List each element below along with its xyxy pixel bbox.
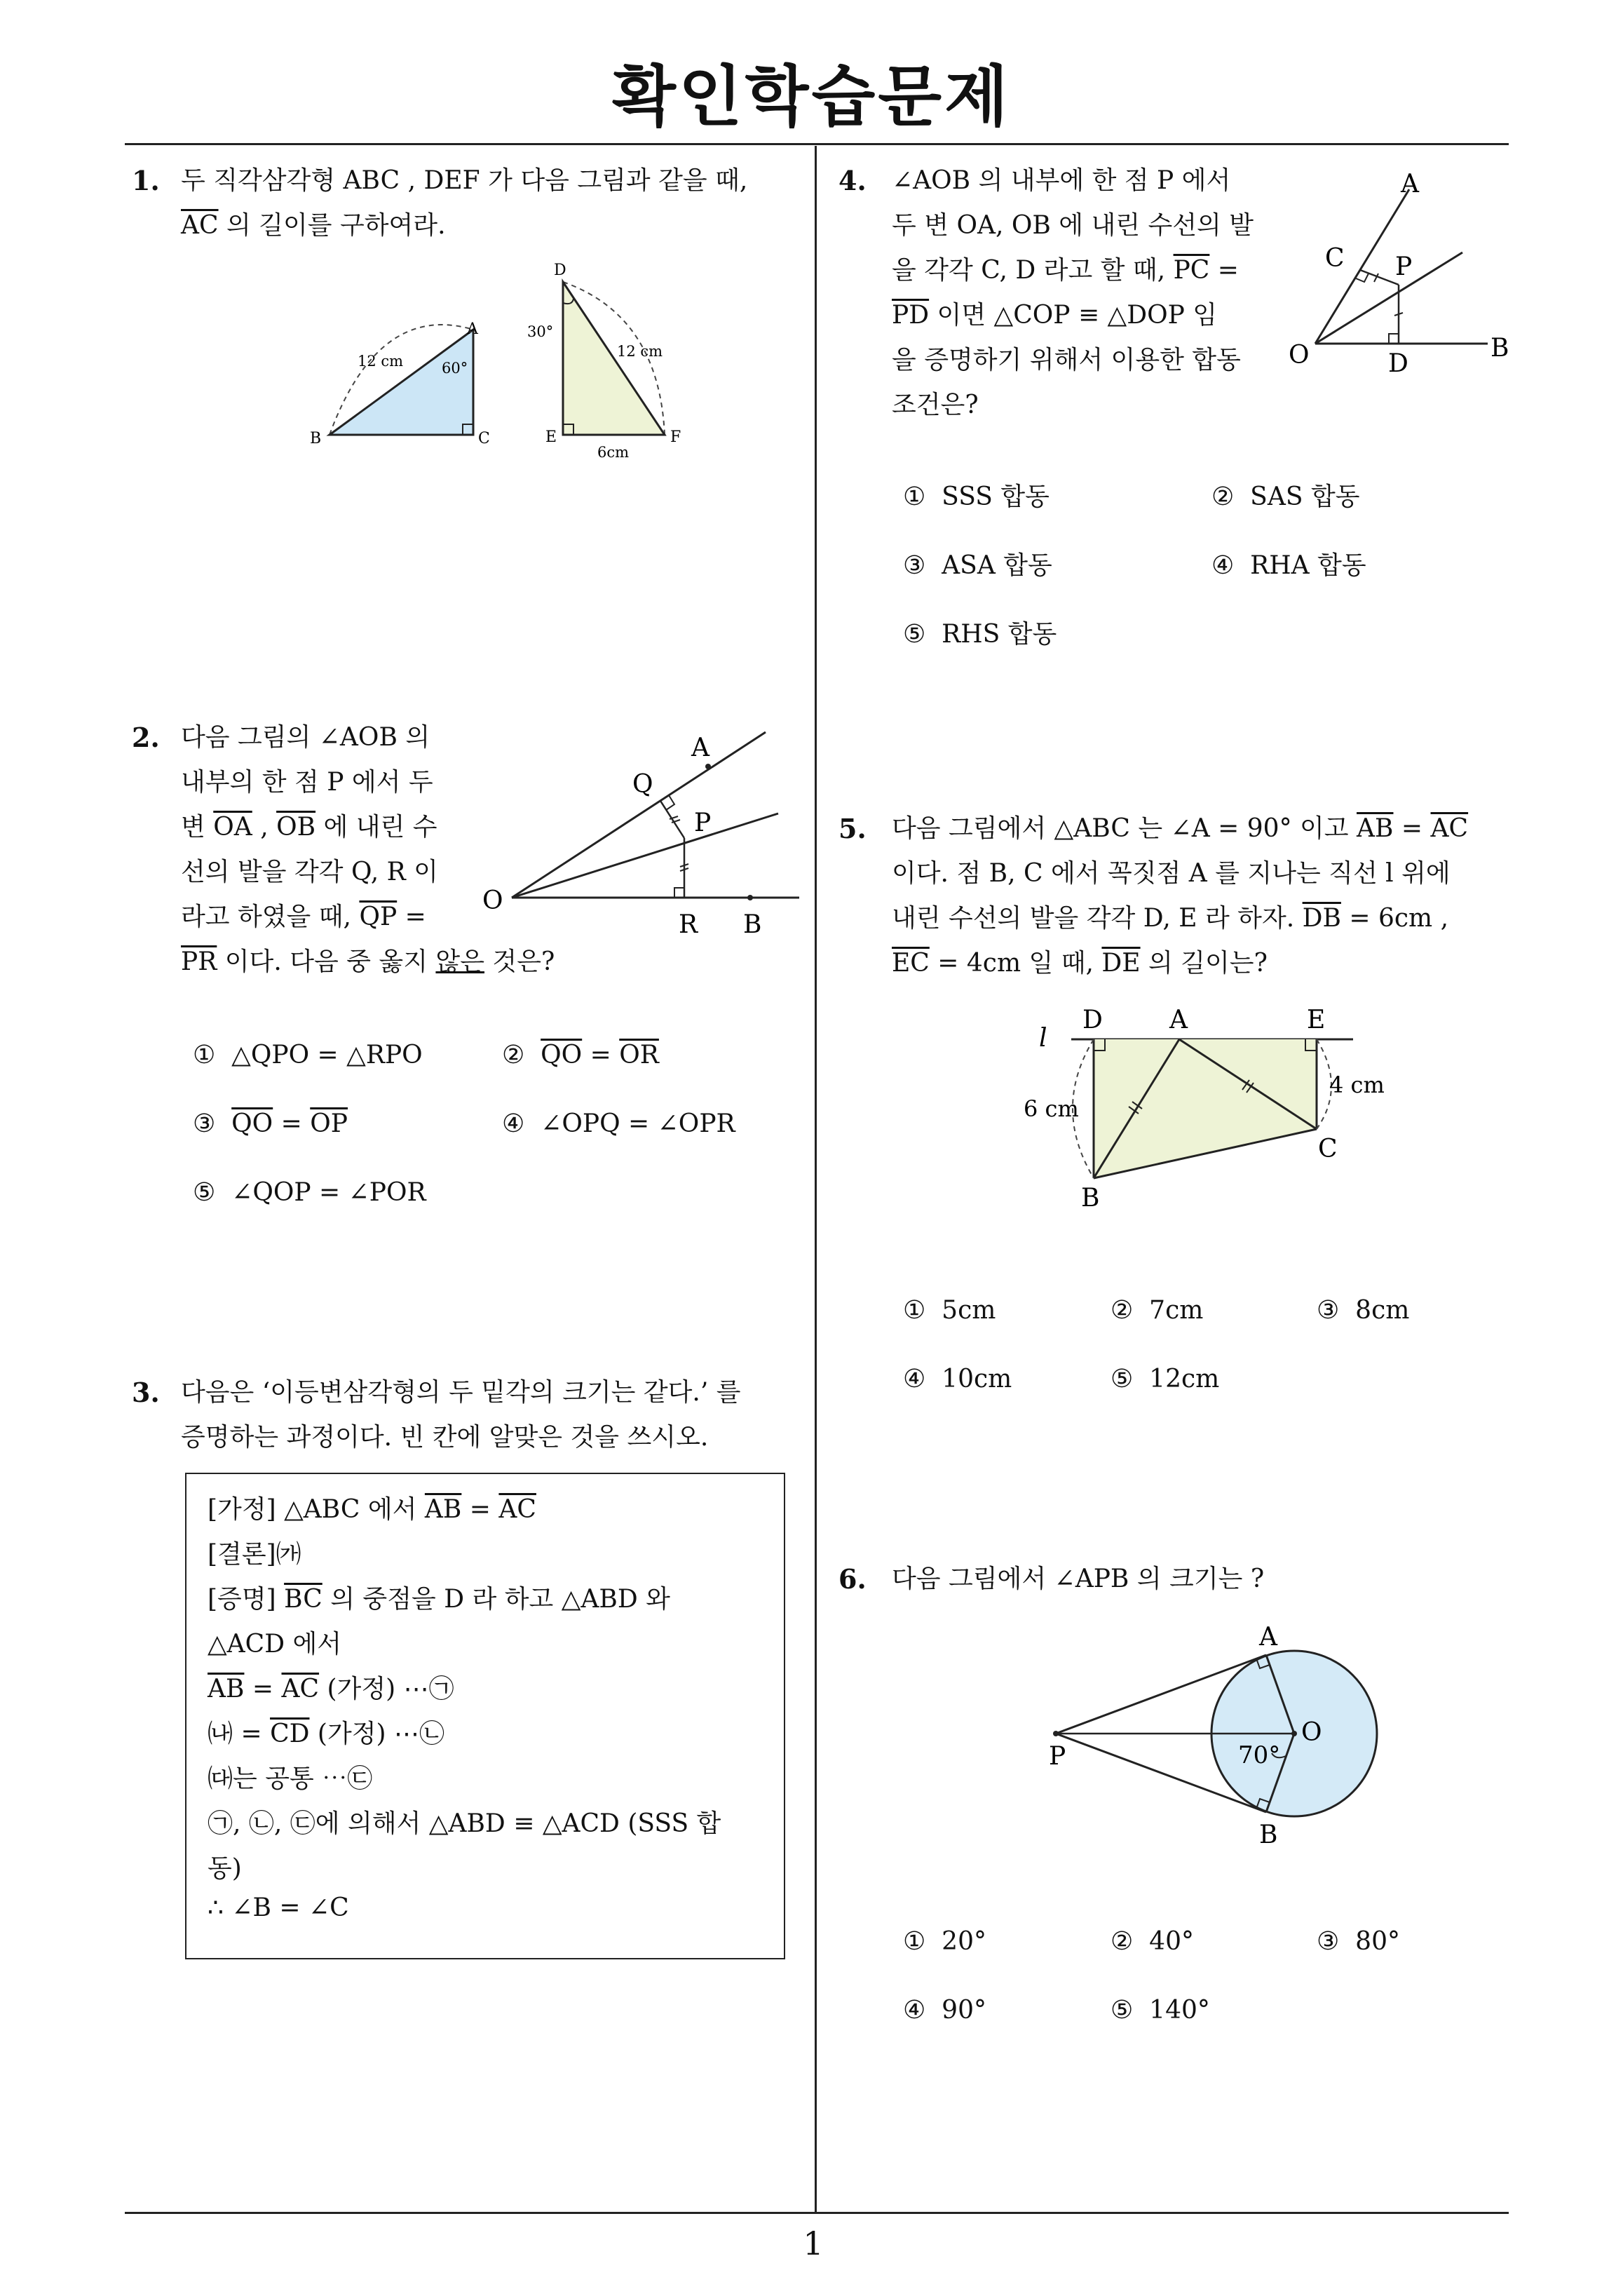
question-line: 내부의 한 점 P 에서 두: [181, 768, 433, 797]
option-text: 80°: [1355, 1927, 1400, 1956]
vertex-label: B: [310, 430, 322, 447]
option-number: ③: [193, 1109, 216, 1138]
question-number: 4.: [838, 165, 867, 196]
text-part: =: [397, 903, 426, 931]
question-text: [181, 158, 747, 248]
proof-line: 동): [208, 1854, 242, 1883]
question-text: [892, 806, 1468, 986]
option-text: RHA 합동: [1250, 551, 1366, 580]
vertex-label: A: [467, 320, 478, 338]
text-part: 내린 수선의 발을 각각 D, E 라 하자.: [892, 904, 1303, 933]
text-part: [증명]: [208, 1585, 285, 1614]
segment-label: $\overline{PD}$: [892, 301, 930, 330]
question-number: 2.: [132, 722, 160, 753]
option-1[interactable]: [193, 1041, 423, 1069]
question-line: 두 변 OA, OB 에 내린 수선의 발: [892, 211, 1254, 240]
segment-label: $\overline{QO}$: [541, 1041, 583, 1069]
bottom-rule: [125, 2212, 1509, 2214]
segment-label: $\overline{PC}$: [1173, 256, 1210, 285]
figure-q2: [477, 722, 813, 947]
segment-label: $\overline{OA}$: [213, 813, 252, 842]
proof-line: ㈐는 공통 ⋯㉢: [208, 1764, 373, 1793]
column-divider: [815, 146, 817, 2212]
question-line: [892, 248, 1254, 293]
text-part: (가정) ⋯㉠: [319, 1675, 454, 1703]
option-text: RHS 합동: [942, 620, 1057, 649]
option-number: ④: [1211, 551, 1235, 580]
question-text: [892, 1557, 1264, 1602]
option-text: 8cm: [1355, 1296, 1410, 1325]
text-part: ,: [252, 813, 277, 842]
point-label: E: [1307, 1006, 1326, 1034]
option-2[interactable]: [1111, 1296, 1203, 1325]
point-label: O: [482, 886, 503, 915]
length-label: 6cm: [597, 444, 630, 461]
text-part: = 6cm ,: [1340, 904, 1449, 933]
right-angle-mark: [1389, 334, 1399, 344]
point-label: A: [1401, 170, 1419, 198]
question-line: 다음 그림에서 ∠APB 의 크기는 ?: [892, 1565, 1265, 1593]
option-5[interactable]: [903, 614, 1057, 650]
option-text: ∠QOP = ∠POR: [231, 1178, 426, 1207]
option-5[interactable]: [1111, 1996, 1210, 2025]
proof-box: [185, 1473, 785, 1959]
text-part: (가정) ⋯㉡: [309, 1720, 445, 1748]
option-number: ②: [1111, 1296, 1134, 1325]
segment-label: $\overline{AC}$: [181, 211, 219, 240]
text-part: = 4cm 일 때,: [929, 949, 1102, 978]
option-text: 40°: [1149, 1927, 1194, 1956]
option-2[interactable]: [1111, 1927, 1194, 1956]
question-number: 6.: [838, 1563, 867, 1595]
segment-label: $\overline{AB}$: [1357, 814, 1394, 843]
option-text: △QPO = △RPO: [231, 1041, 423, 1069]
option-1[interactable]: [903, 1296, 996, 1325]
point-label: P: [694, 809, 712, 837]
text-part: ㈏ =: [208, 1720, 271, 1748]
text-part: 이면 △COP ≡ △DOP 임: [929, 301, 1218, 330]
question-line: 선의 발을 각각 Q, R 이: [181, 858, 438, 886]
segment-label: $\overline{EC}$: [892, 949, 930, 978]
option-number: ⑤: [1111, 1996, 1134, 2025]
question-text-part: 의 길이를 구하여라.: [218, 211, 446, 240]
question-number: 5.: [838, 813, 867, 844]
option-text: 7cm: [1149, 1296, 1204, 1325]
proof-line: [208, 1579, 670, 1615]
option-text: SAS 합동: [1250, 482, 1360, 511]
option-3[interactable]: [903, 546, 1052, 581]
question-line: 다음은 ‘이등변삼각형의 두 밑각의 크기는 같다.’ 를: [181, 1378, 741, 1407]
text-part: 을 각각 C, D 라고 할 때,: [892, 256, 1174, 285]
text-part: 변: [181, 813, 214, 842]
text-part: [가정] △ABC 에서: [208, 1495, 425, 1524]
trapezoid-fill: [1094, 1039, 1317, 1178]
segment-label: $\overline{PR}$: [181, 947, 217, 976]
text-part: 이다. 다음 중 옳지: [217, 947, 436, 976]
point-label: B: [1081, 1184, 1100, 1213]
option-3[interactable]: [193, 1109, 348, 1138]
figure-q4: [1283, 168, 1521, 386]
proof-line: [208, 1714, 444, 1750]
length-label: 4 cm: [1329, 1072, 1385, 1098]
segment-label: $\overline{AB}$: [424, 1495, 462, 1524]
option-number: ③: [903, 551, 926, 580]
text-part: =: [1209, 256, 1239, 285]
angle-label: 70°: [1238, 1741, 1281, 1769]
text-part: 라고 하였을 때,: [181, 903, 360, 931]
option-number: ④: [903, 1996, 926, 2025]
proof-line: △ACD 에서: [208, 1630, 342, 1659]
text-part: 것은?: [484, 947, 555, 976]
center-point: [1291, 1731, 1297, 1736]
option-number: ①: [903, 482, 926, 511]
option-number: ⑤: [193, 1178, 216, 1207]
question-line: 증명하는 과정이다. 빈 칸에 알맞은 것을 쓰시오.: [181, 1423, 709, 1452]
segment-label: $\overline{QO}$: [231, 1109, 273, 1138]
figure-q5: [1024, 1003, 1416, 1227]
option-4[interactable]: [1211, 546, 1366, 581]
segment-label: $\overline{OP}$: [310, 1109, 348, 1138]
option-2[interactable]: [502, 1041, 659, 1069]
segment-label: $\overline{AC}$: [281, 1675, 320, 1703]
point-label: O: [1301, 1718, 1322, 1747]
point-label: A: [1169, 1006, 1188, 1034]
text-part: 다음 그림에서 △ABC 는 ∠A = 90° 이고: [892, 814, 1357, 843]
option-number: ②: [1211, 482, 1235, 511]
option-5[interactable]: [193, 1178, 426, 1207]
option-text: SSS 합동: [942, 482, 1050, 511]
option-4[interactable]: [903, 1996, 986, 2025]
point-label: D: [1388, 349, 1408, 378]
question-line: 을 증명하기 위해서 이용한 합동: [892, 346, 1241, 374]
underlined-word: 않은: [435, 947, 484, 976]
proof-line: [결론]㈎: [208, 1540, 301, 1569]
point-label: O: [1289, 341, 1310, 370]
segment-label: $\overline{QP}$: [359, 903, 398, 931]
question-line: [892, 806, 1468, 851]
vertex-label: E: [545, 428, 557, 446]
option-text: 20°: [942, 1927, 986, 1956]
segment-label: $\overline{BC}$: [284, 1585, 322, 1614]
point-label: Q: [632, 770, 653, 799]
line-label: l: [1039, 1024, 1047, 1053]
length-label: 12 cm: [358, 353, 404, 370]
option-text: 140°: [1149, 1996, 1210, 2025]
option-number: ④: [903, 1365, 926, 1393]
question-line: [892, 941, 1468, 986]
point-label: B: [1490, 334, 1509, 363]
segment-label: $\overline{DE}$: [1101, 949, 1141, 978]
option-4[interactable]: [502, 1109, 735, 1138]
option-text: ∠OPQ = ∠OPR: [541, 1109, 735, 1138]
point-p: [1053, 1731, 1059, 1736]
option-2[interactable]: [1211, 477, 1360, 513]
segment-label: $\overline{DB}$: [1302, 904, 1341, 933]
question-line: ∠AOB 의 내부에 한 점 P 에서: [892, 166, 1231, 195]
question-text: [181, 1370, 741, 1460]
option-5[interactable]: [1111, 1365, 1219, 1393]
text-part: 의 길이는?: [1140, 949, 1268, 978]
segment-label: $\overline{AC}$: [498, 1495, 536, 1524]
triangle-abc: [330, 330, 473, 435]
point-b: [747, 895, 753, 900]
page-title: 확인학습문제: [612, 59, 1011, 135]
point-label: P: [1049, 1742, 1066, 1771]
segment-label: $\overline{OR}$: [619, 1041, 659, 1069]
option-4[interactable]: [903, 1365, 1012, 1393]
angle-label: 60°: [442, 360, 468, 377]
right-angle-mark: [674, 888, 684, 898]
option-number: ①: [193, 1041, 216, 1069]
option-text: 5cm: [942, 1296, 996, 1325]
option-3[interactable]: [1317, 1927, 1400, 1956]
figure-q6: [1031, 1620, 1395, 1851]
proof-line: [208, 1490, 536, 1525]
option-text: =: [582, 1041, 620, 1069]
ray-op: [512, 813, 778, 898]
option-number: ①: [903, 1296, 926, 1325]
option-text: 12cm: [1149, 1365, 1220, 1393]
text-part: 의 중점을 D 라 하고 △ABD 와: [322, 1585, 670, 1614]
question-line: 이다. 점 B, C 에서 꼭짓점 A 를 지나는 직선 l 위에: [892, 859, 1451, 888]
proof-line: ㉠, ㉡, ㉢에 의해서 △ABD ≡ △ACD (SSS 합: [208, 1809, 721, 1838]
option-number: ②: [1111, 1927, 1134, 1956]
point-label: D: [1082, 1006, 1103, 1034]
point-a: [705, 764, 711, 769]
proof-line: [208, 1669, 454, 1705]
segment-label: $\overline{AC}$: [1430, 814, 1469, 843]
option-number: ②: [502, 1041, 525, 1069]
option-text: ASA 합동: [942, 551, 1052, 580]
figure-q1: [294, 259, 701, 470]
point-label: A: [1259, 1623, 1277, 1652]
option-3[interactable]: [1317, 1296, 1409, 1325]
option-number: ③: [1317, 1296, 1340, 1325]
question-line: [892, 896, 1468, 941]
option-number: ①: [903, 1927, 926, 1956]
option-text: =: [273, 1109, 311, 1138]
option-text: 10cm: [942, 1365, 1012, 1393]
option-number: ⑤: [1111, 1365, 1134, 1393]
question-line: 다음 그림의 ∠AOB 의: [181, 723, 430, 752]
question-line: 조건은?: [892, 391, 979, 419]
segment-label: $\overline{CD}$: [270, 1720, 310, 1748]
option-1[interactable]: [903, 477, 1050, 513]
text-part: 에 내린 수: [315, 813, 437, 842]
question-number: 3.: [132, 1377, 160, 1408]
top-rule: [125, 143, 1509, 145]
proof-line: ∴ ∠B = ∠C: [208, 1893, 349, 1922]
page-number: 1: [803, 2224, 824, 2262]
point-label: R: [679, 910, 698, 939]
question-line: [181, 203, 747, 248]
point-label: B: [1259, 1821, 1278, 1849]
question-line: [892, 293, 1254, 338]
point-label: C: [1325, 244, 1345, 273]
question-text: [892, 158, 1254, 428]
vertex-label: C: [478, 430, 490, 447]
question-number: 1.: [132, 165, 160, 196]
option-number: ⑤: [903, 620, 926, 649]
vertex-label: F: [670, 428, 681, 446]
option-number: ④: [502, 1109, 525, 1138]
length-label: 12 cm: [617, 343, 663, 360]
option-number: ③: [1317, 1927, 1340, 1956]
option-1[interactable]: [903, 1927, 986, 1956]
point-label: C: [1318, 1135, 1338, 1163]
vertex-label: D: [554, 262, 566, 279]
text-part: =: [1393, 814, 1431, 843]
angle-label: 30°: [527, 323, 554, 340]
point-label: B: [743, 910, 762, 939]
point-label: A: [691, 734, 709, 762]
point-label: P: [1395, 252, 1413, 281]
option-text: 90°: [942, 1996, 986, 2025]
length-label: 6 cm: [1024, 1095, 1079, 1122]
text-part: =: [244, 1675, 282, 1703]
ray-oa: [512, 732, 766, 898]
text-part: =: [461, 1495, 499, 1524]
question-line: 두 직각삼각형 ABC , DEF 가 다음 그림과 같을 때,: [181, 166, 748, 195]
segment-label: $\overline{AB}$: [208, 1675, 245, 1703]
segment-label: $\overline{OB}$: [276, 813, 316, 842]
